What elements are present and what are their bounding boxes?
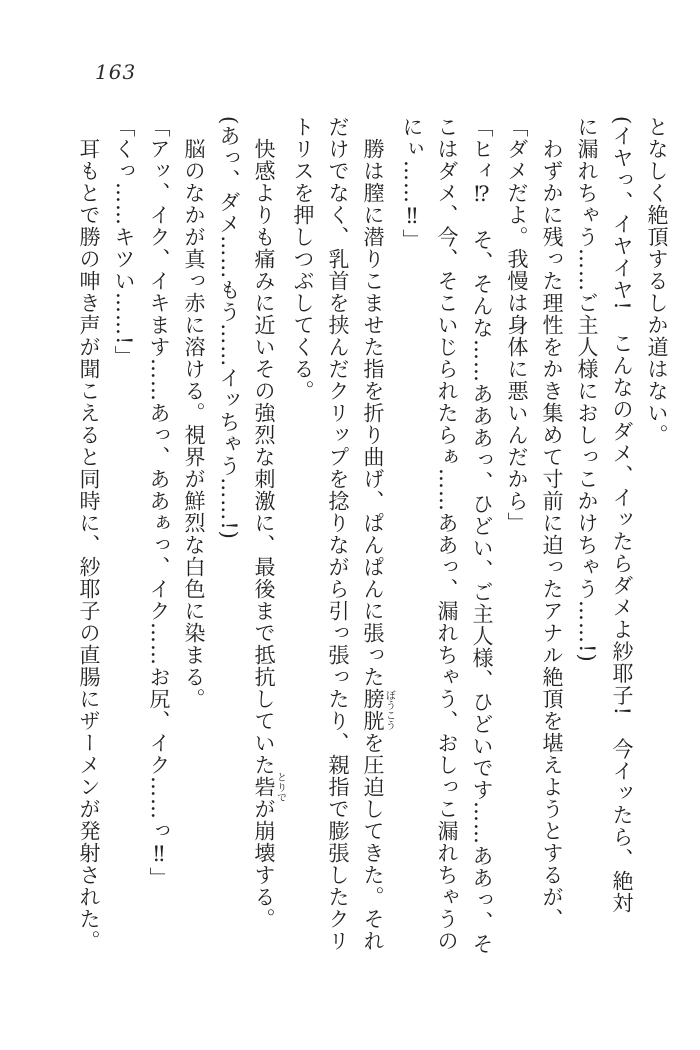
text-line: トリスを押しつぶしてくる。	[291, 116, 315, 402]
text-line: 「ヒィ⁉ そ、そんな……あああっ、ひどい、ご主人様、ひどいです……ああっ、そ	[470, 116, 494, 955]
text-line: 「くっ……キツい……!」	[112, 116, 136, 368]
text-line: (イヤっ、イヤイヤ! こんなのダメ、イッたらダメよ紗耶子! 今イッたら、絶対	[610, 116, 634, 915]
ruby-annotated-word: 砦とりで	[252, 772, 286, 802]
text-line: (あっ、ダメ……もう……イッちゃう……!)	[217, 116, 241, 540]
text-line: こはダメ、今、そこいじられたらぁ……ああっ、漏れちゃう、おしっこ漏れちゃうの	[435, 116, 459, 952]
text-line: となしく絶頂するしか道はない。	[645, 116, 669, 446]
text-line: 脳のなかが真っ赤に溶ける。視界が鮮烈な白色に染まる。	[182, 116, 206, 710]
text-line: 快感よりも痛みに近いその強烈な刺激に、最後まで抵抗していた砦とりでが崩壊する。	[252, 116, 286, 930]
text-line: わずかに残った理性をかき集めて寸前に迫ったアナル絶頂を堪えようとするが、	[540, 116, 564, 930]
text-line: 「ダメだよ。我慢は身体に悪いんだから」	[505, 116, 529, 534]
text-line: 「アッ、イク、イキます……あっ、ああぁっ、イク……お尻、イク……っ‼」	[147, 116, 171, 889]
text-line: 勝は膣に潜りこませた指を折り曲げ、ぱんぱんに張った膀胱ぼうこうを圧迫してきた。それ	[361, 116, 395, 952]
text-line: だけでなく、乳首を挟んだクリップを捻りながら引っ張ったり、親指で膨張したクリ	[326, 116, 350, 952]
text-line: に漏れちゃう……ご主人様におしっこかけちゃう……!)	[575, 116, 599, 663]
text-line: にぃ……‼」	[400, 116, 424, 251]
text-line: 耳もとで勝の呻き声が聞こえると同時に、紗耶子の直腸にザーメンが発射された。	[77, 116, 101, 952]
ruby-annotated-word: 膀胱ぼうこう	[361, 688, 395, 732]
vertical-text-block	[71, 116, 674, 986]
page-number: 163	[95, 60, 137, 84]
